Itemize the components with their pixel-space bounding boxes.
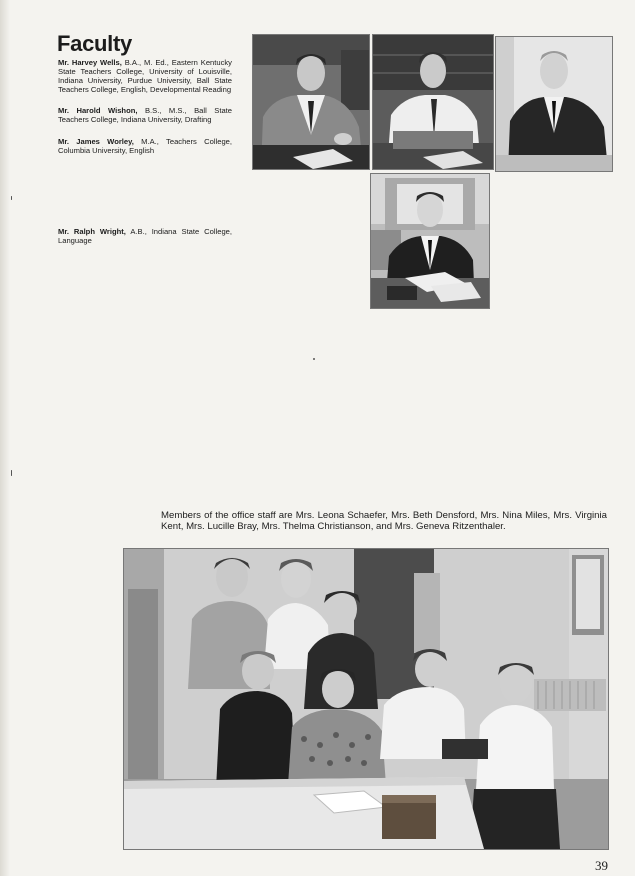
scan-speck (11, 196, 12, 200)
office-staff-caption: Members of the office staff are Mrs. Leona Schaefer, Mrs. Beth Densford, Mrs. Nina Miles, Mrs. Virginia Kent, Mrs. Lucille Bray, Mrs. Thelma Christianson, and Mrs. Geneva Ritzenthaler. (161, 510, 607, 532)
portrait-image (371, 174, 489, 308)
bio-details: B.S., M.S., Ball State Teachers College, Indiana University, Drafting (58, 106, 233, 124)
page-fold-shadow (0, 0, 10, 876)
bio-ralph-wright (58, 227, 232, 245)
office-staff-group-photo (123, 548, 609, 850)
scan-speck (11, 470, 12, 476)
bio-name: Mr. James Worley, (58, 137, 134, 146)
bio-james-worley (58, 137, 232, 155)
portrait-photo-harvey-wells (252, 34, 370, 170)
page-number: 39 (595, 858, 608, 873)
bio-name: Mr. Harold Wishon, (58, 106, 138, 115)
bio-name: Mr. Ralph Wright, (58, 227, 126, 236)
bio-harvey-wells (58, 58, 232, 94)
portrait-photo-harold-wishon (372, 34, 494, 170)
bio-details: M.A., Teachers College, Columbia University, English (58, 137, 232, 155)
group-photo-image (124, 549, 608, 849)
bio-details: B.A., M. Ed., Eastern Kentucky State Teachers College, University of Louisville, Indiana University, Purdue University, Ball State Teachers College, English, Developmental Reading (58, 58, 232, 94)
scan-speck (313, 358, 315, 360)
portrait-photo-ralph-wright (370, 173, 490, 309)
page-title: Faculty (57, 31, 132, 56)
portrait-photo-james-worley (495, 36, 613, 172)
portrait-image (373, 35, 493, 169)
bio-details: A.B., Indiana State College, Language (58, 227, 232, 245)
bio-harold-wishon (58, 106, 232, 124)
bio-name: Mr. Harvey Wells, (58, 58, 122, 67)
portrait-image (253, 35, 369, 169)
portrait-image (496, 37, 612, 171)
